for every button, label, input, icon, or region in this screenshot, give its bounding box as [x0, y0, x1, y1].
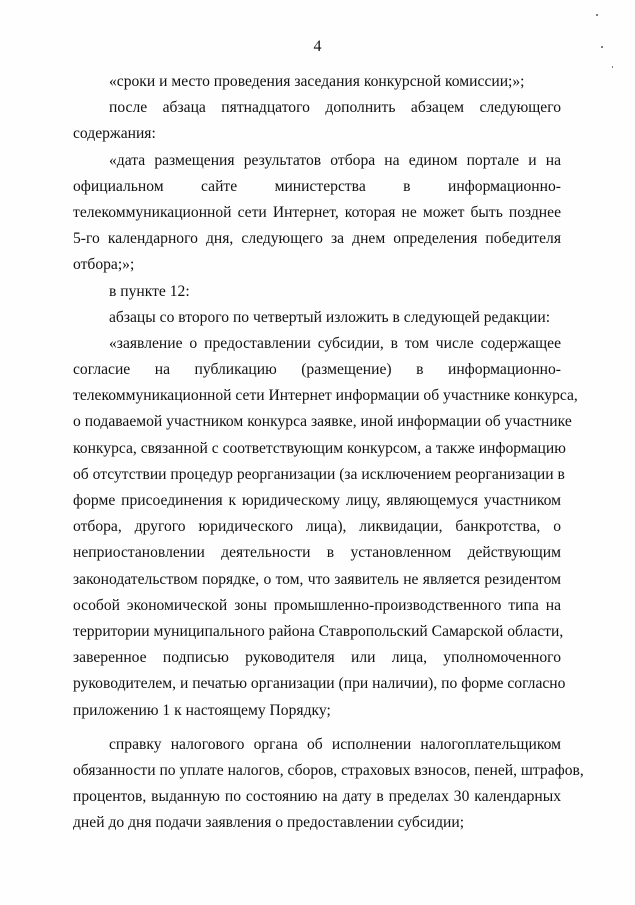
text-line: законодательством порядке, о том, что заявитель не является резидентом [73, 570, 561, 588]
text-line: «сроки и место проведения заседания конкурсной комиссии;»; [109, 73, 525, 90]
text-line: в пункте 12: [109, 282, 190, 300]
scan-speck [601, 46, 603, 48]
text-line: 5-го календарного дня, следующего за днем определения победителя [73, 230, 561, 248]
text-line: заверенное подписью руководителя или лица, уполномоченного [73, 649, 561, 667]
text-line: конкурса, связанной с соответствующим конкурсом, а также информацию [73, 439, 566, 457]
scan-speck [596, 14, 598, 16]
text-line: после абзаца пятнадцатого дополнить абзацем следующего [109, 99, 561, 117]
text-line: руководителем, и печатью организации (при наличии), по форме согласно [73, 675, 566, 693]
text-line: содержания: [73, 125, 156, 143]
document-body [73, 69, 584, 836]
text-line: о подаваемой участником конкурса заявке, иной информации об участнике [73, 413, 572, 431]
text-line: обязанности по уплате налогов, сборов, страховых взносов, пеней, штрафов, [73, 761, 584, 779]
text-line: особой экономической зоны промышленно-производственного типа на [73, 596, 561, 614]
text-line: абзацы со второго по четвертый изложить в следующей редакции: [109, 308, 551, 326]
text-line: телекоммуникационной сети Интернет, которая не может быть позднее [73, 203, 561, 221]
text-line: отбора, другого юридического лица), ликвидации, банкротства, о [73, 518, 561, 536]
text-line: согласие на публикацию (размещение) в информационно- [73, 361, 561, 379]
scan-speck [612, 66, 613, 68]
text-line: неприостановлении деятельности в установленном действующим [73, 544, 561, 562]
text-line: «дата размещения результатов отбора на едином портале и на [109, 151, 561, 169]
text-line: справку налогового органа об исполнении налогоплательщиком [109, 735, 561, 753]
text-line: форме присоединения к юридическому лицу, являющемуся участником [73, 492, 561, 509]
text-line: телекоммуникационной сети Интернет информации об участнике конкурса, [73, 387, 578, 405]
text-line: приложению 1 к настоящему Порядку; [73, 701, 331, 719]
text-line: процентов, выданную по состоянию на дату в пределах 30 календарных [73, 788, 561, 806]
text-line: об отсутствии процедур реорганизации (за исключением реорганизации в [73, 465, 565, 483]
text-line: «заявление о предоставлении субсидии, в том числе содержащее [109, 334, 561, 352]
page-number: 4 [313, 38, 322, 55]
text-line: территории муниципального района Ставропольский Самарской области, [73, 622, 564, 640]
text-line: дней до дня подачи заявления о предоставлении субсидии; [73, 814, 465, 832]
text-line: официальном сайте министерства в информационно- [73, 177, 561, 195]
paragraph-gap [73, 724, 561, 732]
text-line: отбора;»; [73, 256, 135, 274]
